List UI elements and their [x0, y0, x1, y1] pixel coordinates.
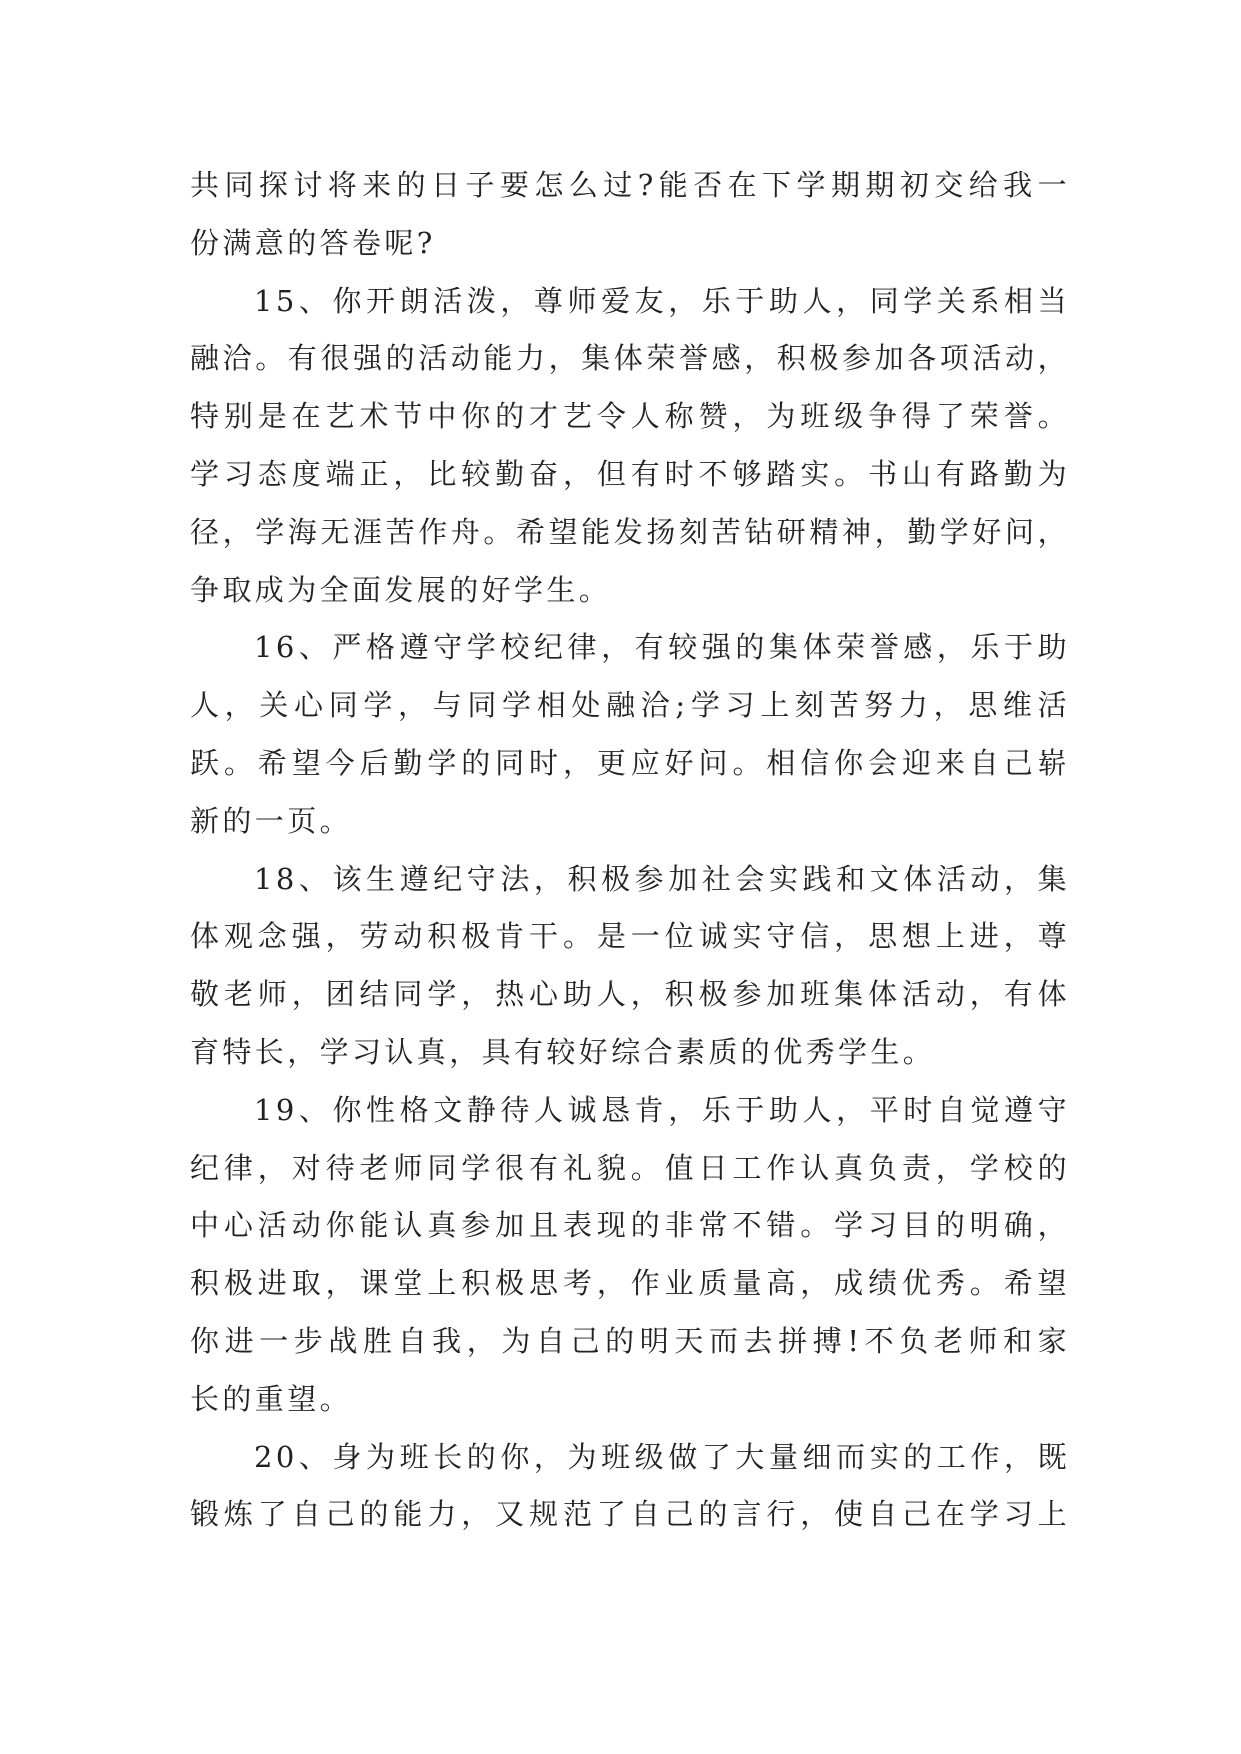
paragraph-continuation — [190, 157, 1070, 273]
text-line: 育特长，学习认真，具有较好综合素质的优秀学生。 — [190, 1034, 936, 1069]
paragraph-comment-15 — [190, 273, 1070, 620]
text-line: 份满意的答卷呢? — [190, 225, 436, 260]
text-line: 15、你开朗活泼，尊师爱友，乐于助人，同学关系相当 — [254, 283, 1070, 318]
paragraph-comment-18 — [190, 851, 1070, 1082]
text-line: 纪律，对待老师同学很有礼貌。值日工作认真负责，学校的 — [190, 1150, 1070, 1185]
text-line: 径，学海无涯苦作舟。希望能发扬刻苦钻研精神，勤学好问， — [190, 514, 1070, 549]
text-line: 你进一步战胜自我，为自己的明天而去拼搏!不负老师和家 — [190, 1323, 1070, 1358]
text-line: 敬老师，团结同学，热心助人，积极参加班集体活动，有体 — [190, 977, 1070, 1012]
paragraph-comment-19 — [190, 1082, 1070, 1429]
text-line: 人，关心同学，与同学相处融洽;学习上刻苦努力，思维活 — [190, 688, 1070, 723]
text-line: 20、身为班长的你，为班级做了大量细而实的工作，既 — [254, 1439, 1070, 1474]
text-line: 积极进取，课堂上积极思考，作业质量高，成绩优秀。希望 — [190, 1266, 1070, 1301]
text-line: 融洽。有很强的活动能力，集体荣誉感，积极参加各项活动， — [190, 341, 1070, 376]
paragraph-comment-16 — [190, 619, 1070, 850]
text-line: 中心活动你能认真参加且表现的非常不错。学习目的明确， — [190, 1208, 1070, 1243]
text-line: 特别是在艺术节中你的才艺令人称赞，为班级争得了荣誉。 — [190, 399, 1070, 434]
text-line: 学习态度端正，比较勤奋，但有时不够踏实。书山有路勤为 — [190, 456, 1070, 491]
text-line: 19、你性格文静待人诚恳肯，乐于助人，平时自觉遵守 — [254, 1092, 1070, 1127]
text-line: 新的一页。 — [190, 803, 353, 838]
text-line: 长的重望。 — [190, 1381, 353, 1416]
text-line: 锻炼了自己的能力，又规范了自己的言行，使自己在学习上 — [190, 1497, 1070, 1532]
text-line: 18、该生遵纪守法，积极参加社会实践和文体活动，集 — [254, 861, 1070, 896]
text-line: 争取成为全面发展的好学生。 — [190, 572, 612, 607]
text-line: 体观念强，劳动积极肯干。是一位诚实守信，思想上进，尊 — [190, 919, 1070, 954]
text-line: 跃。希望今后勤学的同时，更应好问。相信你会迎来自己崭 — [190, 745, 1070, 780]
text-line: 共同探讨将来的日子要怎么过?能否在下学期期初交给我一 — [190, 168, 1070, 202]
document-body — [190, 157, 1070, 1544]
text-line: 16、严格遵守学校纪律，有较强的集体荣誉感，乐于助 — [254, 630, 1070, 665]
paragraph-comment-20 — [190, 1429, 1070, 1545]
